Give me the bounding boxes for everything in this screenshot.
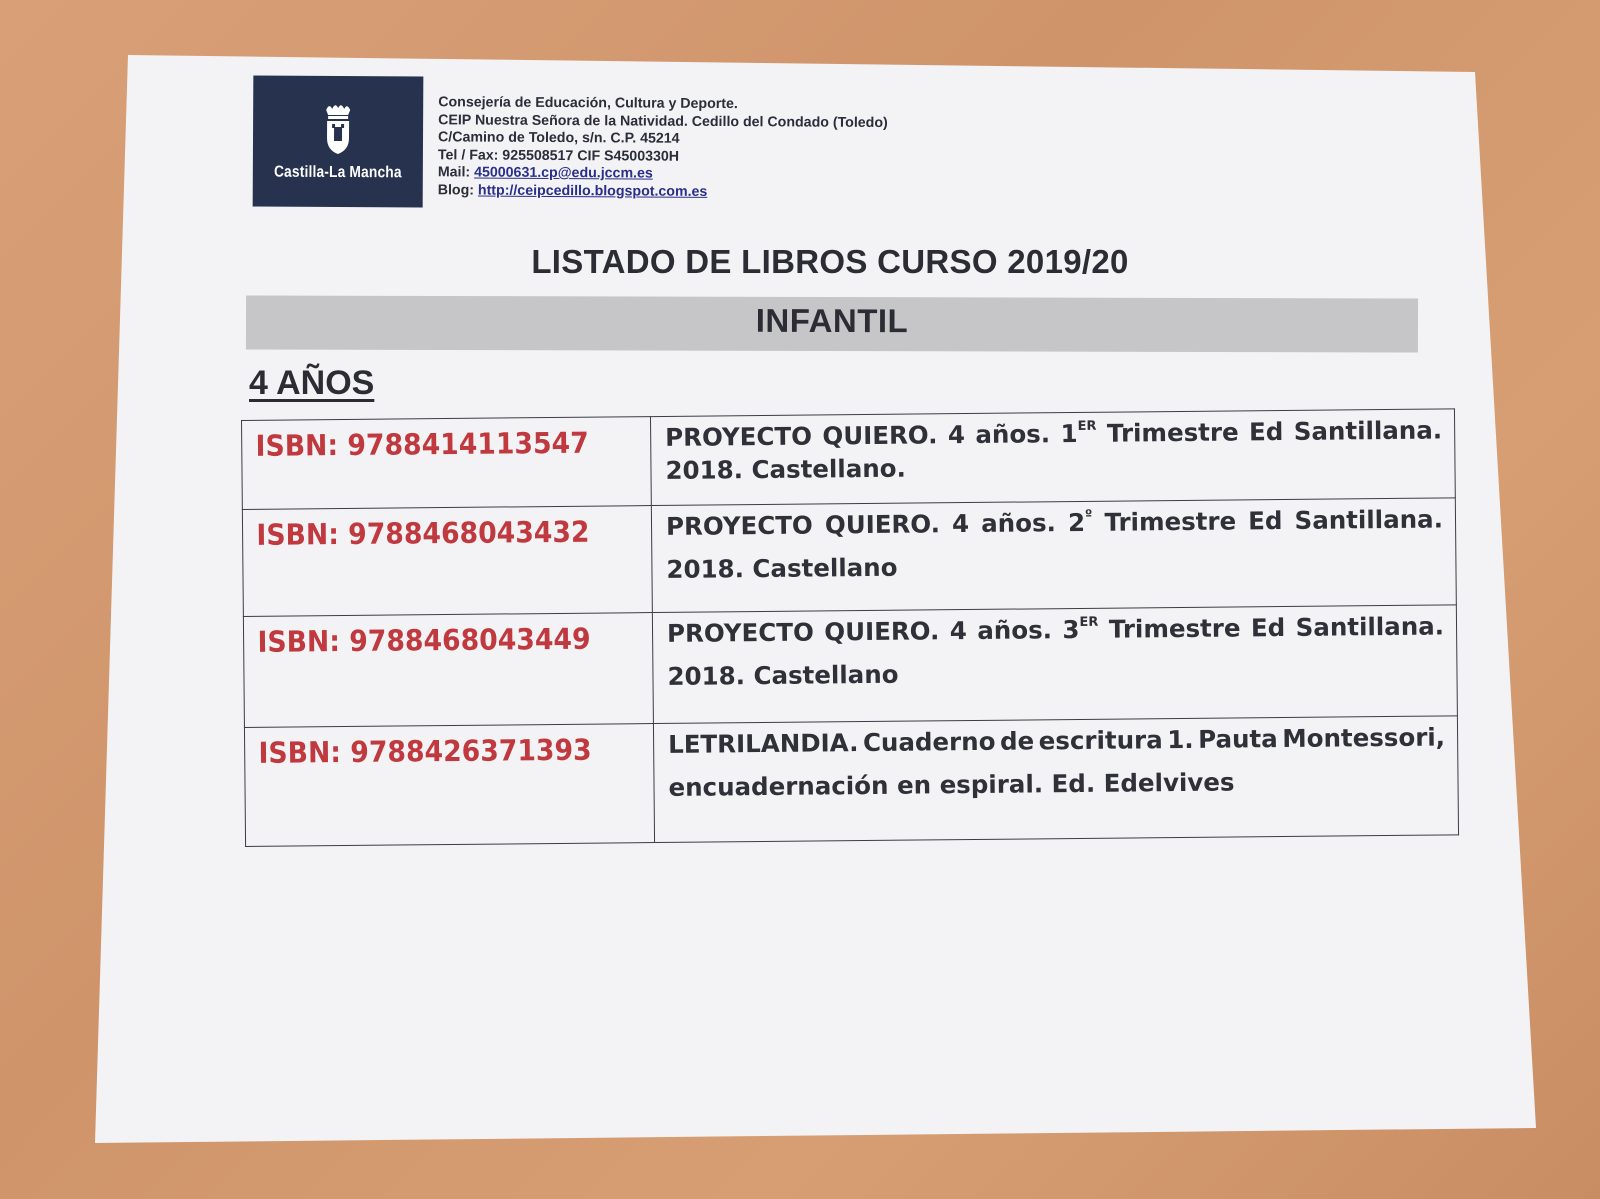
blog-label: Blog:	[437, 181, 475, 199]
isbn-cell: ISBN: 9788468043432	[242, 506, 619, 617]
level-band-label: INFANTIL	[755, 301, 909, 340]
description-cell	[651, 498, 1456, 613]
blog-line	[438, 182, 998, 203]
description-line: 2018. Castellano	[666, 552, 898, 584]
mail-label: Mail:	[437, 164, 471, 181]
description-line: 2018. Castellano.	[665, 453, 906, 485]
description-cell	[650, 409, 1455, 506]
header-line: C/Camino de Toledo, s/n. C.P. 45214	[438, 129, 680, 147]
description-line: LETRILANDIA. Cuaderno de escritura 1. Pauta Montessori,	[667, 722, 1446, 759]
school-header	[438, 94, 999, 202]
description-cell	[652, 605, 1457, 724]
description-line: encuadernación en espiral. Ed. Edelvives	[668, 767, 1235, 802]
description-line: PROYECTO QUIERO. 4 años. 1ER Trimestre Ed Santillana.	[665, 415, 1443, 452]
section-title: 4 AÑOS	[249, 364, 375, 402]
level-band	[246, 295, 1418, 352]
description-line: PROYECTO QUIERO. 4 años. 3ER Trimestre Ed Santillana.	[666, 611, 1445, 648]
isbn-cell: ISBN: 9788468043449	[243, 613, 620, 728]
description-cell	[653, 716, 1458, 843]
document-title: LISTADO DE LIBROS CURSO 2019/20	[531, 243, 1129, 280]
table-row	[242, 409, 1456, 510]
logo-text: Castilla-La Mancha	[273, 163, 402, 182]
description-line: 2018. Castellano	[667, 659, 899, 691]
isbn-cell: ISBN: 9788414113547	[242, 417, 619, 510]
coat-of-arms-icon	[320, 100, 356, 156]
header-line: Tel / Fax: 925508517 CIF S4500330H	[437, 146, 680, 165]
table-row	[242, 498, 1456, 617]
logo	[253, 76, 424, 208]
table-row	[244, 716, 1458, 847]
description-line: PROYECTO QUIERO. 4 años. $2^º$ Trimestre Ed Santillana.	[665, 504, 1444, 541]
blog-link[interactable]: http://ceipcedillo.blogspot.com.es	[477, 182, 708, 200]
table-row	[243, 605, 1457, 728]
mail-link[interactable]: 45000631.cp@edu.jccm.es	[474, 164, 653, 182]
book-list-table	[241, 408, 1459, 847]
header-line: Consejería de Educación, Cultura y Deporte.	[438, 94, 738, 113]
isbn-cell: ISBN: 9788426371393	[244, 724, 621, 847]
header-line: CEIP Nuestra Señora de la Natividad. Cedillo del Condado (Toledo)	[438, 111, 888, 131]
